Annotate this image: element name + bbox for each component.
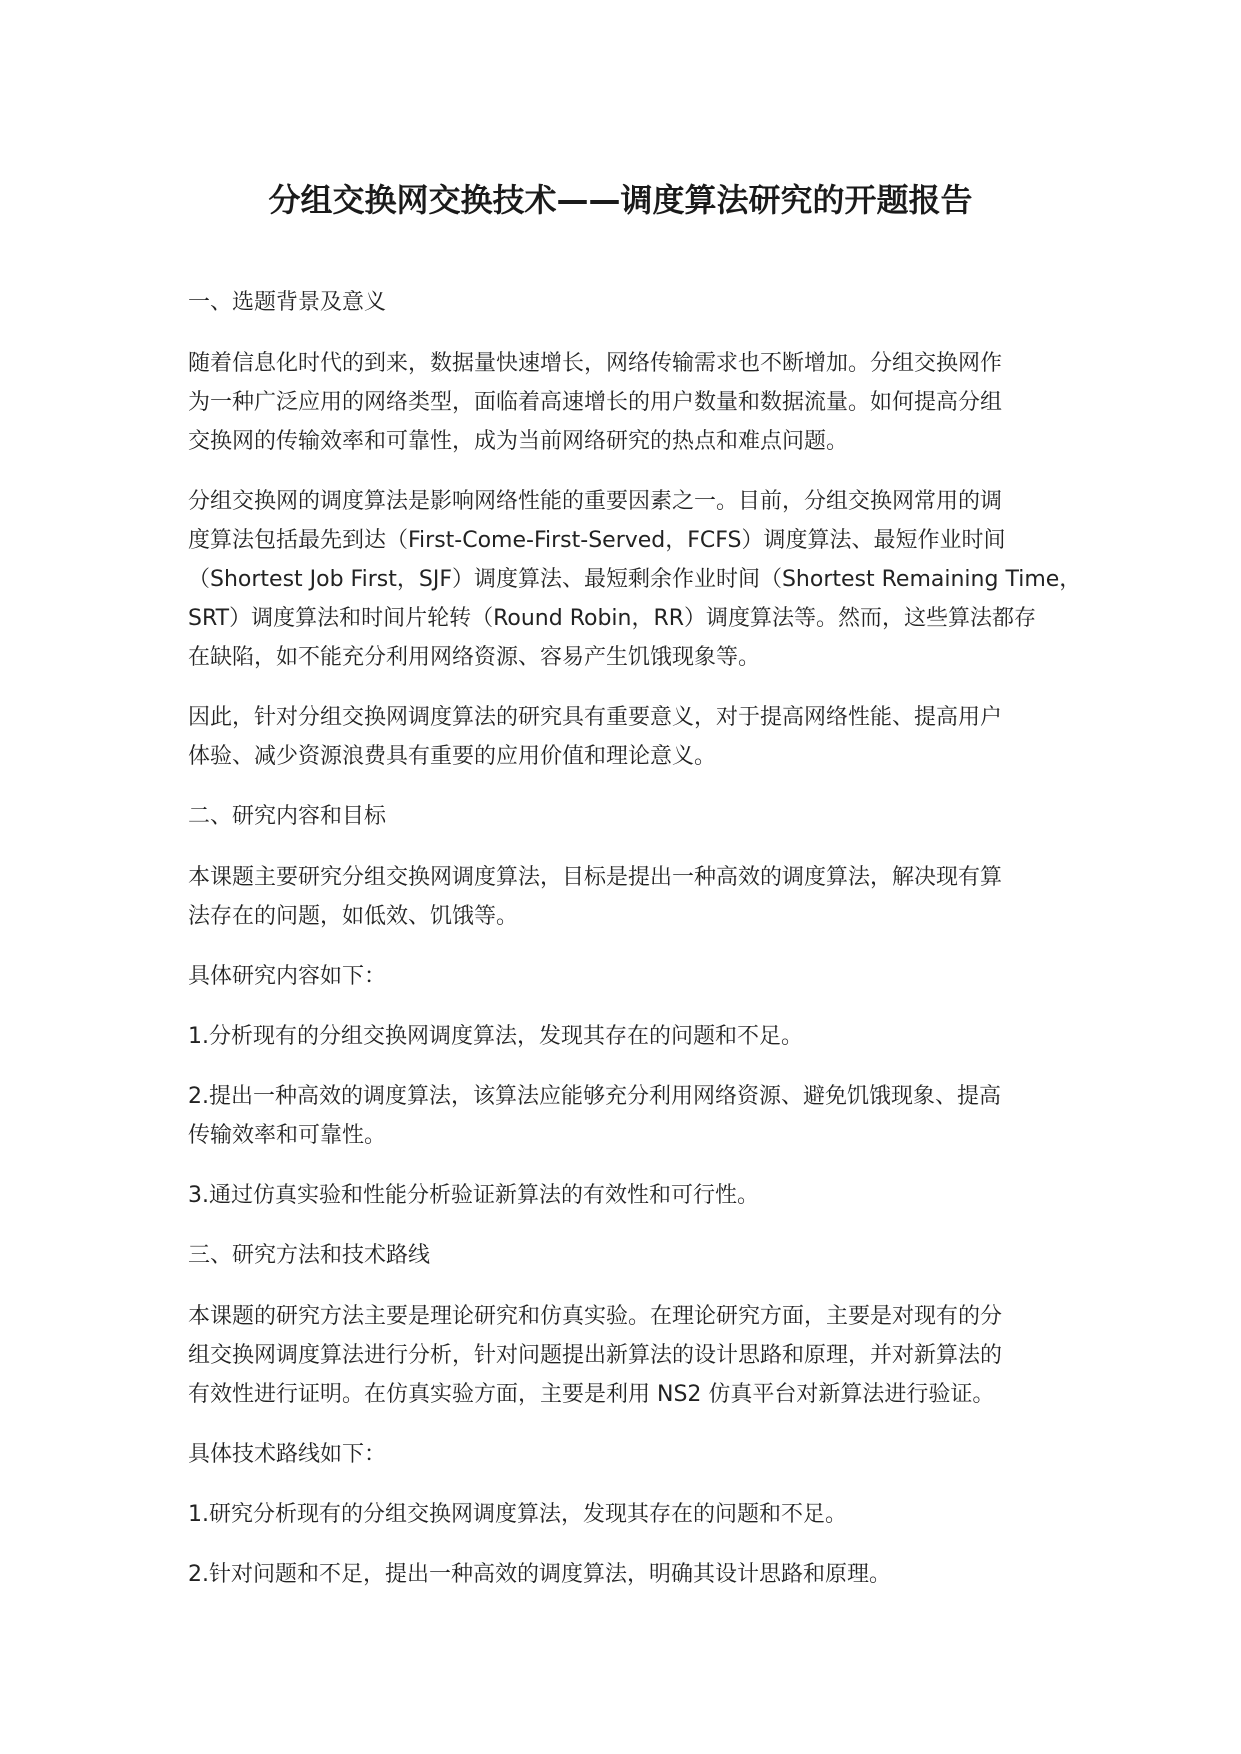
document-title: 分组交换网交换技术——调度算法研究的开题报告 <box>268 181 973 219</box>
text-line: 在缺陷，如不能充分利用网络资源、容易产生饥饿现象等。 <box>188 645 761 670</box>
text-line: 3.通过仿真实验和性能分析验证新算法的有效性和可行性。 <box>188 1183 759 1208</box>
text-line: 体验、减少资源浪费具有重要的应用价值和理论意义。 <box>188 744 717 769</box>
paragraph <box>188 344 1054 461</box>
text-line: 有效性进行证明。在仿真实验方面，主要是利用 NS2 仿真平台对新算法进行验证。 <box>188 1382 995 1407</box>
text-line: 法存在的问题，如低效、饥饿等。 <box>188 904 519 929</box>
paragraph <box>188 858 1054 936</box>
list-item <box>188 1077 1054 1155</box>
section-heading: 一、选题背景及意义 <box>188 290 387 315</box>
list-item <box>188 1017 1054 1056</box>
text-line: 为一种广泛应用的网络类型，面临着高速增长的用户数量和数据流量。如何提高分组 <box>188 390 1003 415</box>
text-line: 因此，针对分组交换网调度算法的研究具有重要意义，对于提高网络性能、提高用户 <box>188 705 1003 730</box>
section-heading: 二、研究内容和目标 <box>188 804 387 829</box>
list-item <box>188 1176 1054 1215</box>
text-line: 组交换网调度算法进行分析，针对问题提出新算法的设计思路和原理，并对新算法的 <box>188 1343 1003 1368</box>
text-line: 度算法包括最先到达（First-Come-First-Served，FCFS）调度算法、最短作业时间 <box>188 528 1006 553</box>
text-line: 交换网的传输效率和可靠性，成为当前网络研究的热点和难点问题。 <box>188 429 849 454</box>
text-line: 分组交换网的调度算法是影响网络性能的重要因素之一。目前，分组交换网常用的调 <box>188 489 1003 514</box>
text-line: 1.研究分析现有的分组交换网调度算法，发现其存在的问题和不足。 <box>188 1502 847 1527</box>
text-line: SRT）调度算法和时间片轮转（Round Robin，RR）调度算法等。然而，这些算法都存 <box>188 606 1037 631</box>
list-item <box>188 1555 1054 1594</box>
document-body <box>188 283 1082 1615</box>
paragraph <box>188 1297 1054 1414</box>
text-line: 2.提出一种高效的调度算法，该算法应能够充分利用网络资源、避免饥饿现象、提高 <box>188 1084 1001 1109</box>
paragraph <box>188 957 1054 996</box>
text-line: 传输效率和可靠性。 <box>188 1123 387 1148</box>
text-line: （Shortest Job First，SJF）调度算法、最短剩余作业时间（Shortest Remaining Time， <box>188 567 1082 592</box>
paragraph <box>188 482 1082 677</box>
section-heading: 三、研究方法和技术路线 <box>188 1243 431 1268</box>
paragraph <box>188 1435 1054 1474</box>
list-item <box>188 1495 1054 1534</box>
text-line: 2.针对问题和不足，提出一种高效的调度算法，明确其设计思路和原理。 <box>188 1562 891 1587</box>
text-line: 具体技术路线如下： <box>188 1442 387 1467</box>
text-line: 本课题主要研究分组交换网调度算法，目标是提出一种高效的调度算法，解决现有算 <box>188 865 1003 890</box>
text-line: 随着信息化时代的到来，数据量快速增长，网络传输需求也不断增加。分组交换网作 <box>188 351 1003 376</box>
text-line: 1.分析现有的分组交换网调度算法，发现其存在的问题和不足。 <box>188 1024 803 1049</box>
text-line: 本课题的研究方法主要是理论研究和仿真实验。在理论研究方面，主要是对现有的分 <box>188 1304 1003 1329</box>
paragraph <box>188 698 1054 776</box>
text-line: 具体研究内容如下： <box>188 964 387 989</box>
